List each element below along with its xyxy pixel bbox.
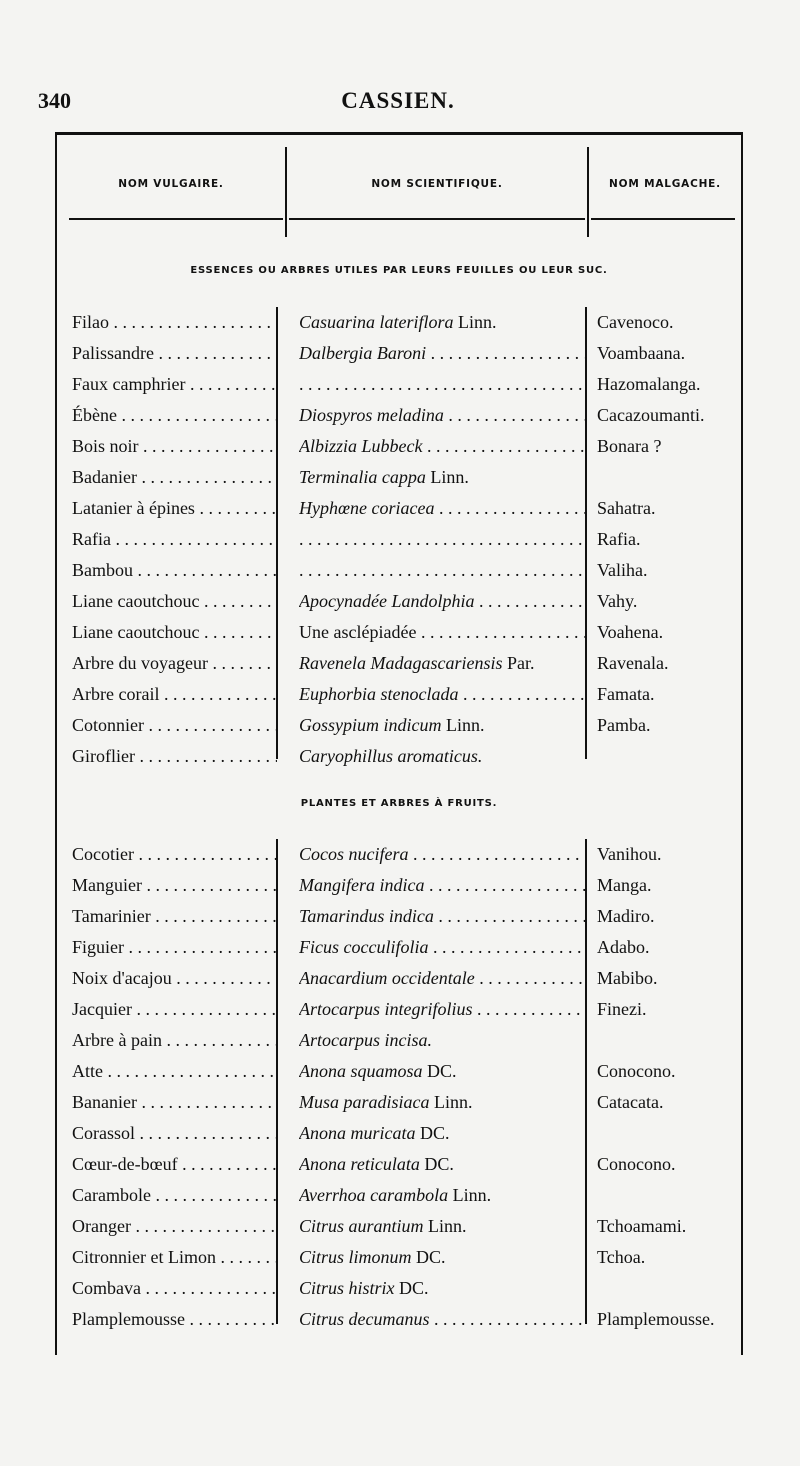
nom-vulgaire: Ébène . . . — [72, 400, 277, 431]
scientific-name: Ficus cocculifolia — [299, 937, 429, 957]
table-row — [57, 710, 741, 741]
scientific-name: Anona squamosa — [299, 1061, 423, 1081]
nom-scientifique — [299, 741, 585, 772]
page-header — [38, 88, 758, 118]
nom-vulgaire: Giroflier . . . — [72, 741, 277, 772]
nom-scientifique — [299, 431, 585, 462]
table-row — [57, 493, 741, 524]
table-row — [57, 369, 741, 400]
nom-vulgaire: Liane caoutchouc . . . — [72, 617, 277, 648]
nom-scientifique — [299, 710, 585, 741]
nom-scientifique — [299, 963, 585, 994]
nom-scientifique — [299, 1180, 585, 1211]
scientific-name: Cocos nucifera — [299, 844, 409, 864]
nom-scientifique — [299, 1118, 585, 1149]
table-row — [57, 586, 741, 617]
table-row — [57, 338, 741, 369]
header-rule-1 — [69, 218, 283, 220]
nom-scientifique — [299, 1149, 585, 1180]
nom-malgache: Finezi. — [597, 999, 647, 1019]
scientific-name: Dalbergia Baroni — [299, 343, 427, 363]
nom-vulgaire: Noix d'acajou . . . — [72, 963, 277, 994]
header-rule-3 — [591, 218, 735, 220]
table-row — [57, 1242, 741, 1273]
nom-vulgaire: Citronnier et Limon . . . — [72, 1242, 277, 1273]
nom-malgache: Cacazoumanti. — [597, 405, 705, 425]
table-row — [57, 870, 741, 901]
nom-malgache — [597, 1273, 742, 1304]
table-row — [57, 932, 741, 963]
nom-scientifique — [299, 1056, 585, 1087]
nom-scientifique — [299, 870, 585, 901]
nom-scientifique — [299, 369, 585, 400]
nom-malgache: Tchoa. — [597, 1247, 646, 1267]
nom-vulgaire: Combava . . . — [72, 1273, 277, 1304]
section-essences-rows — [57, 307, 741, 772]
header-divider-2 — [587, 147, 589, 237]
header-rule-2 — [289, 218, 585, 220]
author-or-note: DC. — [394, 1278, 429, 1298]
nom-malgache: Cavenoco. — [597, 312, 674, 332]
nom-vulgaire: Palissandre . . . — [72, 338, 277, 369]
nom-malgache: Voahena. — [597, 622, 664, 642]
table-row — [57, 1118, 741, 1149]
nom-malgache: Rafia. — [597, 529, 641, 549]
author-or-note: DC. — [422, 1061, 457, 1081]
author-or-note: Linn. — [453, 312, 497, 332]
author-or-note: Par. — [502, 653, 535, 673]
scientific-name: Citrus histrix — [299, 1278, 395, 1298]
nom-vulgaire: Faux camphrier . . . — [72, 369, 277, 400]
table-row — [57, 1304, 741, 1335]
nom-vulgaire: Manguier . . . — [72, 870, 277, 901]
nom-vulgaire: Bambou . . . — [72, 555, 277, 586]
scientific-name: Averrhoa carambola — [299, 1185, 449, 1205]
nom-vulgaire: Cœur-de-bœuf . . . — [72, 1149, 277, 1180]
nom-scientifique — [299, 679, 585, 710]
nom-vulgaire: Jacquier . . . — [72, 994, 277, 1025]
nom-vulgaire: Tamarinier . . . — [72, 901, 277, 932]
table-row — [57, 400, 741, 431]
author-or-note: Linn. — [423, 1216, 467, 1236]
nom-vulgaire: Corassol . . . — [72, 1118, 277, 1149]
nom-malgache — [597, 462, 742, 493]
scientific-name: Artocarpus incisa. — [299, 1030, 432, 1050]
scientific-name: Anona muricata — [299, 1123, 416, 1143]
author-or-note: Linn. — [425, 467, 469, 487]
table-row — [57, 1180, 741, 1211]
nom-malgache: Conocono. — [597, 1154, 676, 1174]
nom-malgache: Manga. — [597, 875, 652, 895]
nom-malgache — [597, 1025, 742, 1056]
scientific-name: Gossypium indicum — [299, 715, 442, 735]
nom-scientifique — [299, 586, 585, 617]
column-header-scientifique: NOM SCIENTIFIQUE. — [371, 178, 503, 190]
author-or-note: Linn. — [441, 715, 485, 735]
nom-malgache — [597, 1180, 742, 1211]
table-row — [57, 1149, 741, 1180]
scientific-name: Hyphœne coriacea — [299, 498, 435, 518]
nom-vulgaire: Rafia . . . — [72, 524, 277, 555]
nom-malgache: Adabo. — [597, 937, 650, 957]
table-row — [57, 462, 741, 493]
section-fruits-rows — [57, 839, 741, 1335]
nom-vulgaire: Atte . . . — [72, 1056, 277, 1087]
nom-scientifique — [299, 400, 585, 431]
author-or-note: Linn. — [429, 1092, 473, 1112]
nom-scientifique — [299, 338, 585, 369]
author-or-note: DC. — [415, 1123, 450, 1143]
nom-vulgaire: Oranger . . . — [72, 1211, 277, 1242]
scientific-name: Casuarina lateriflora — [299, 312, 454, 332]
table-row — [57, 1025, 741, 1056]
nom-scientifique — [299, 1273, 585, 1304]
table-row — [57, 1056, 741, 1087]
scientific-name: Apocynadée Landolphia — [299, 591, 475, 611]
nom-vulgaire: Cocotier . . . — [72, 839, 277, 870]
nom-malgache: Madiro. — [597, 906, 655, 926]
nom-malgache: Voambaana. — [597, 343, 686, 363]
author-or-note: Linn. — [448, 1185, 492, 1205]
scientific-name: Anona reticulata — [299, 1154, 420, 1174]
table-row — [57, 901, 741, 932]
nom-malgache: Vanihou. — [597, 844, 662, 864]
scientific-name: Artocarpus integrifolius — [299, 999, 473, 1019]
nom-malgache: Catacata. — [597, 1092, 664, 1112]
nom-malgache: Conocono. — [597, 1061, 676, 1081]
nom-scientifique — [299, 1087, 585, 1118]
column-header-malgache: NOM MALGACHE. — [609, 178, 721, 190]
scientific-name: Anacardium occidentale — [299, 968, 475, 988]
column-header-vulgaire: NOM VULGAIRE. — [118, 178, 224, 190]
scientific-name: Citrus limonum — [299, 1247, 412, 1267]
table-row — [57, 431, 741, 462]
nom-vulgaire: Carambole . . . — [72, 1180, 277, 1211]
nom-malgache — [597, 741, 742, 772]
scientific-name: Mangifera indica — [299, 875, 425, 895]
nom-malgache: Mabibo. — [597, 968, 658, 988]
table-row — [57, 1273, 741, 1304]
scientific-name: Citrus aurantium — [299, 1216, 424, 1236]
table-row — [57, 1087, 741, 1118]
scientific-name: Diospyros meladina — [299, 405, 444, 425]
scientific-name: Ravenela Madagascariensis — [299, 653, 503, 673]
table-row — [57, 555, 741, 586]
table-row — [57, 839, 741, 870]
table-row — [57, 307, 741, 338]
table-row — [57, 524, 741, 555]
nom-scientifique — [299, 901, 585, 932]
nom-malgache: Bonara ? — [597, 436, 662, 456]
nom-malgache: Plamplemousse. — [597, 1309, 715, 1329]
nom-vulgaire: Bois noir . . . — [72, 431, 277, 462]
nom-scientifique — [299, 1025, 585, 1056]
section-title-fruits: PLANTES ET ARBRES À FRUITS. — [300, 798, 498, 809]
nom-malgache: Famata. — [597, 684, 655, 704]
nom-malgache: Hazomalanga. — [597, 374, 701, 394]
nom-vulgaire: Badanier . . . — [72, 462, 277, 493]
nom-scientifique — [299, 1211, 585, 1242]
nom-malgache: Vahy. — [597, 591, 638, 611]
table-row — [57, 963, 741, 994]
scientific-name: Euphorbia stenoclada — [299, 684, 459, 704]
nom-malgache: Pamba. — [597, 715, 651, 735]
nom-malgache: Tchoamami. — [597, 1216, 687, 1236]
nom-scientifique — [299, 839, 585, 870]
page-number: 340 — [38, 88, 71, 113]
author-or-note: DC. — [411, 1247, 446, 1267]
table-row — [57, 679, 741, 710]
scientific-name: Tamarindus indica — [299, 906, 434, 926]
nom-vulgaire: Figuier . . . — [72, 932, 277, 963]
nom-scientifique — [299, 1304, 585, 1335]
nom-scientifique — [299, 555, 585, 586]
nom-vulgaire: Cotonnier . . . — [72, 710, 277, 741]
nom-vulgaire: Plamplemousse . . . — [72, 1304, 277, 1335]
nom-scientifique — [299, 462, 585, 493]
nom-malgache: Sahatra. — [597, 498, 656, 518]
scientific-name: Albizzia Lubbeck — [299, 436, 423, 456]
scientific-name: Terminalia cappa — [299, 467, 426, 487]
section-title-essences: ESSENCES OU ARBRES UTILES PAR LEURS FEUILLES OU LEUR SUC. — [190, 265, 608, 276]
nom-scientifique — [299, 493, 585, 524]
header-divider-1 — [285, 147, 287, 237]
nom-malgache — [597, 1118, 742, 1149]
nom-vulgaire: Bananier . . . — [72, 1087, 277, 1118]
scientific-name: Citrus decumanus — [299, 1309, 430, 1329]
table-row — [57, 741, 741, 772]
nom-scientifique — [299, 307, 585, 338]
nom-scientifique — [299, 1242, 585, 1273]
table-row — [57, 994, 741, 1025]
author-or-note: DC. — [419, 1154, 454, 1174]
running-title: CASSIEN. — [341, 88, 455, 113]
nom-scientifique — [299, 648, 585, 679]
table-row — [57, 648, 741, 679]
nom-vulgaire: Liane caoutchouc . . . — [72, 586, 277, 617]
species-table — [55, 132, 743, 1355]
nom-vulgaire: Arbre du voyageur . . . — [72, 648, 277, 679]
nom-vulgaire: Arbre à pain . . . — [72, 1025, 277, 1056]
scientific-name: Musa paradisiaca — [299, 1092, 430, 1112]
nom-scientifique — [299, 617, 585, 648]
nom-scientifique — [299, 524, 585, 555]
nom-vulgaire: Arbre corail . . . — [72, 679, 277, 710]
nom-vulgaire: Latanier à épines . . . — [72, 493, 277, 524]
nom-malgache: Ravenala. — [597, 653, 669, 673]
nom-malgache: Valiha. — [597, 560, 648, 580]
table-row — [57, 1211, 741, 1242]
nom-scientifique — [299, 994, 585, 1025]
nom-scientifique — [299, 932, 585, 963]
table-row — [57, 617, 741, 648]
author-or-note: Une asclépiadée — [299, 622, 417, 642]
nom-vulgaire: Filao . . . — [72, 307, 277, 338]
scientific-name: Caryophillus aromaticus. — [299, 746, 483, 766]
